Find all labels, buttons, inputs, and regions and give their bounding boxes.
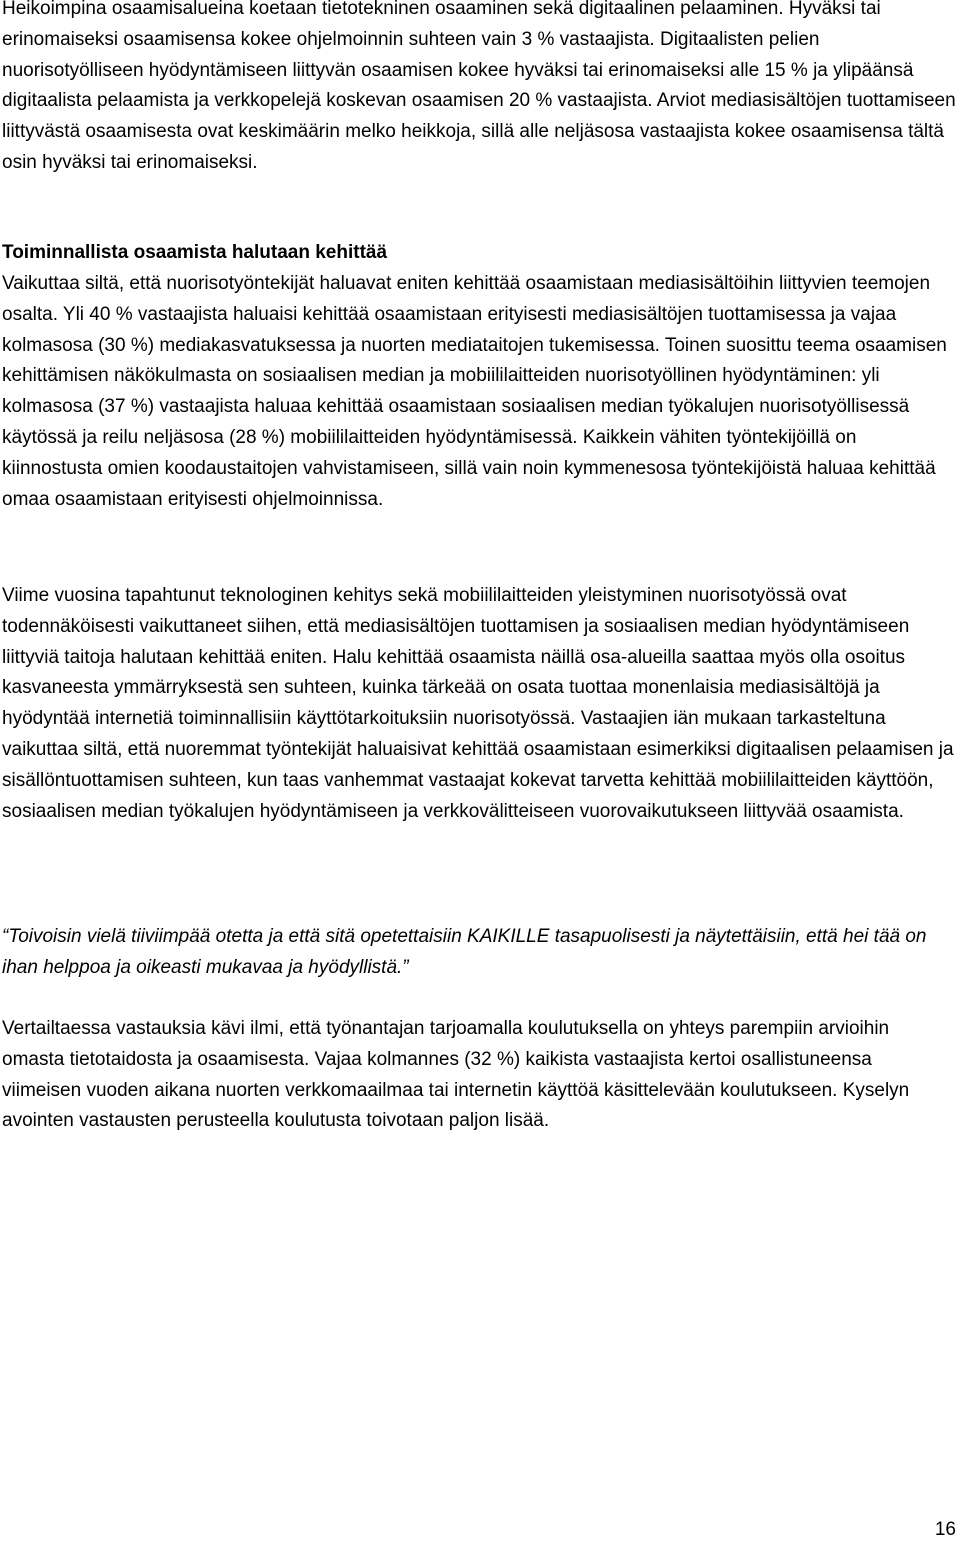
body-paragraph: Vertailtaessa vastauksia kävi ilmi, että työnantajan tarjoamalla koulutuksella on yhteys parempiin arvioihin omasta tietotaidosta ja osaamisesta. Vajaa kolmannes (32 %) kaikista vastaajista kertoi osallistuneensa viimeisen vuoden aikana nuorten verkkomaailmaa tai internetin käyttöä käsittelevään koulutukseen. Kyselyn avointen vastausten perusteella koulutusta toivotaan paljon lisää. (2, 1018, 910, 1132)
body-paragraph: Viime vuosina tapahtunut teknologinen kehitys sekä mobiililaitteiden yleistyminen nuorisotyössä ovat todennäköisesti vaikuttaneet siihen, että mediasisältöjen tuottamisen ja sosiaalisen median hyödyntämiseen liittyviä taitoja halutaan kehittää eniten. Halu kehittää osaamista näillä osa-alueilla saattaa myös olla osoitus kasvaneesta ymmärryksestä sen suhteen, kuinka tärkeää on osata tuottaa monenlaisia mediasisältöjä ja hyödyntää internetiä toiminnallisiin käyttötarkoituksiin nuorisotyössä. Vastaajien iän mukaan tarkasteltuna vaikuttaa siltä, että nuoremmat työntekijät haluaisivat kehittää osaamistaan esimerkiksi digitaalisen pelaamisen ja sisällöntuottamisen suhteen, kun taas vanhemmat vastaajat kokevat tarvetta kehittää mobiililaitteiden käyttöön, sosiaalisen median työkalujen hyödyntämiseen ja verkkovälitteiseen vuorovaikutukseen liittyvää osaamista. (2, 585, 954, 822)
section-heading: Toiminnallista osaamista halutaan kehittää (2, 242, 388, 263)
quote-paragraph: “Toivoisin vielä tiiviimpää otetta ja että sitä opetettaisiin KAIKILLE tasapuolisesti ja näytettäisiin, että hei tää on ihan helppoa ja oikeasti mukavaa ja hyödyllistä.” (2, 926, 927, 978)
body-paragraph: Vaikuttaa siltä, että nuorisotyöntekijät haluavat eniten kehittää osaamistaan mediasisältöihin liittyvien teemojen osalta. Yli 40 % vastaajista haluaisi kehittää osaamistaan erityisesti mediasisältöjen tuottamisessa ja vajaa kolmasosa (30 %) mediakasvatuksessa ja nuorten mediataitojen tukemisessa. Toinen suosittu teema osaamisen kehittämisen näkökulmasta on sosiaalisen median ja mobiililaitteiden nuorisotyöllinen hyödyntäminen: yli kolmasosa (37 %) vastaajista haluaa kehittää osaamistaan sosiaalisen median työkalujen nuorisotyöllisessä käytössä ja reilu neljäsosa (28 %) mobiililaitteiden hyödyntämisessä. Kaikkein vähiten työntekijöillä on kiinnostusta omien koodaustaitojen vahvistamiseen, sillä vain noin kymmenesosa työntekijöistä haluaa kehittää omaa osaamistaan erityisesti ohjelmoinnissa. (2, 273, 947, 510)
body-paragraph: Heikoimpina osaamisalueina koetaan tietotekninen osaaminen sekä digitaalinen pelaaminen. Hyväksi tai erinomaiseksi osaamisensa kokee ohjelmoinnin suhteen vain 3 % vastaajista. Digitaalisten pelien nuorisotyölliseen hyödyntämiseen liittyvän osaamisen kokee hyväksi tai erinomaiseksi alle 15 % ja ylipäänsä digitaalista pelaamista ja verkkopelejä koskevan osaamisen 20 % vastaajista. Arviot mediasisältöjen tuottamiseen liittyvästä osaamisesta ovat keskimäärin melko heikkoja, sillä alle neljäsosa vastaajista kokee osaamisensa tältä osin hyväksi tai erinomaiseksi. (2, 0, 956, 173)
page-number: 16 (934, 1519, 956, 1540)
